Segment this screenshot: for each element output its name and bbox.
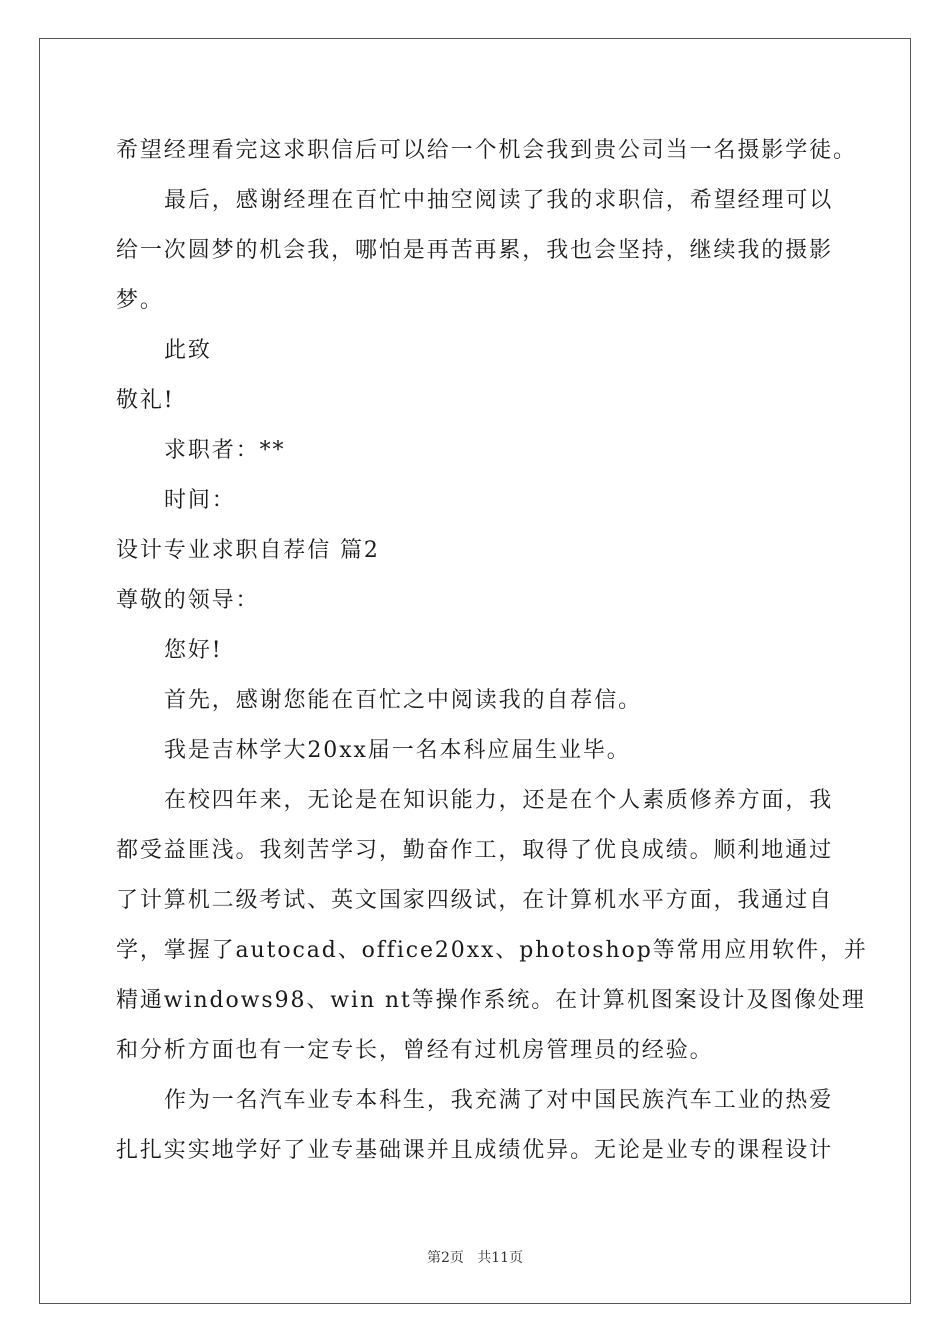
text-line: 最后，感谢经理在百忙中抽空阅读了我的求职信，希望经理可以 (164, 188, 834, 213)
text-line: 都受益匪浅。我刻苦学习，勤奋作工，取得了优良成绩。顺利地通过 (116, 838, 834, 863)
text-line: 希望经理看完这求职信后可以给一个机会我到贵公司当一名摄影学徒。 (116, 138, 857, 163)
text-line: 学，掌握了autocad、office20xx、photoshop等常用应用软件，并 (116, 938, 868, 963)
text-line: 首先，感谢您能在百忙之中阅读我的自荐信。 (164, 688, 643, 713)
text-line: 敬礼! (116, 388, 175, 413)
text-line: 给一次圆梦的机会我，哪怕是再苦再累，我也会坚持，继续我的摄影 (116, 238, 834, 263)
text-line: 您好! (164, 638, 223, 663)
text-line: 求职者：** (164, 438, 286, 463)
text-line: 和分析方面也有一定专长，曾经有过机房管理员的经验。 (116, 1038, 714, 1063)
page-number-footer: 第2页 共11页 (426, 1250, 524, 1266)
text-line: 作为一名汽车业专本科生，我充满了对中国民族汽车工业的热爱 (164, 1088, 834, 1113)
text-line: 了计算机二级考试、英文国家四级试，在计算机水平方面，我通过自 (116, 888, 834, 913)
text-line: 时间： (164, 488, 236, 513)
text-line: 扎扎实实地学好了业专基础课并且成绩优异。无论是业专的课程设计 (116, 1138, 834, 1163)
text-line: 梦。 (116, 288, 164, 313)
text-line: 精通windows98、win nt等操作系统。在计算机图案设计及图像处理 (116, 988, 866, 1013)
text-line: 在校四年来，无论是在知识能力，还是在个人素质修养方面，我 (164, 788, 834, 813)
text-line: 尊敬的领导： (116, 588, 260, 613)
document-body (116, 126, 868, 1176)
text-line: 我是吉林学大20xx届一名本科应届生业毕。 (164, 738, 631, 763)
text-line: 设计专业求职自荐信 篇2 (116, 538, 380, 563)
text-line: 此致 (164, 338, 212, 363)
